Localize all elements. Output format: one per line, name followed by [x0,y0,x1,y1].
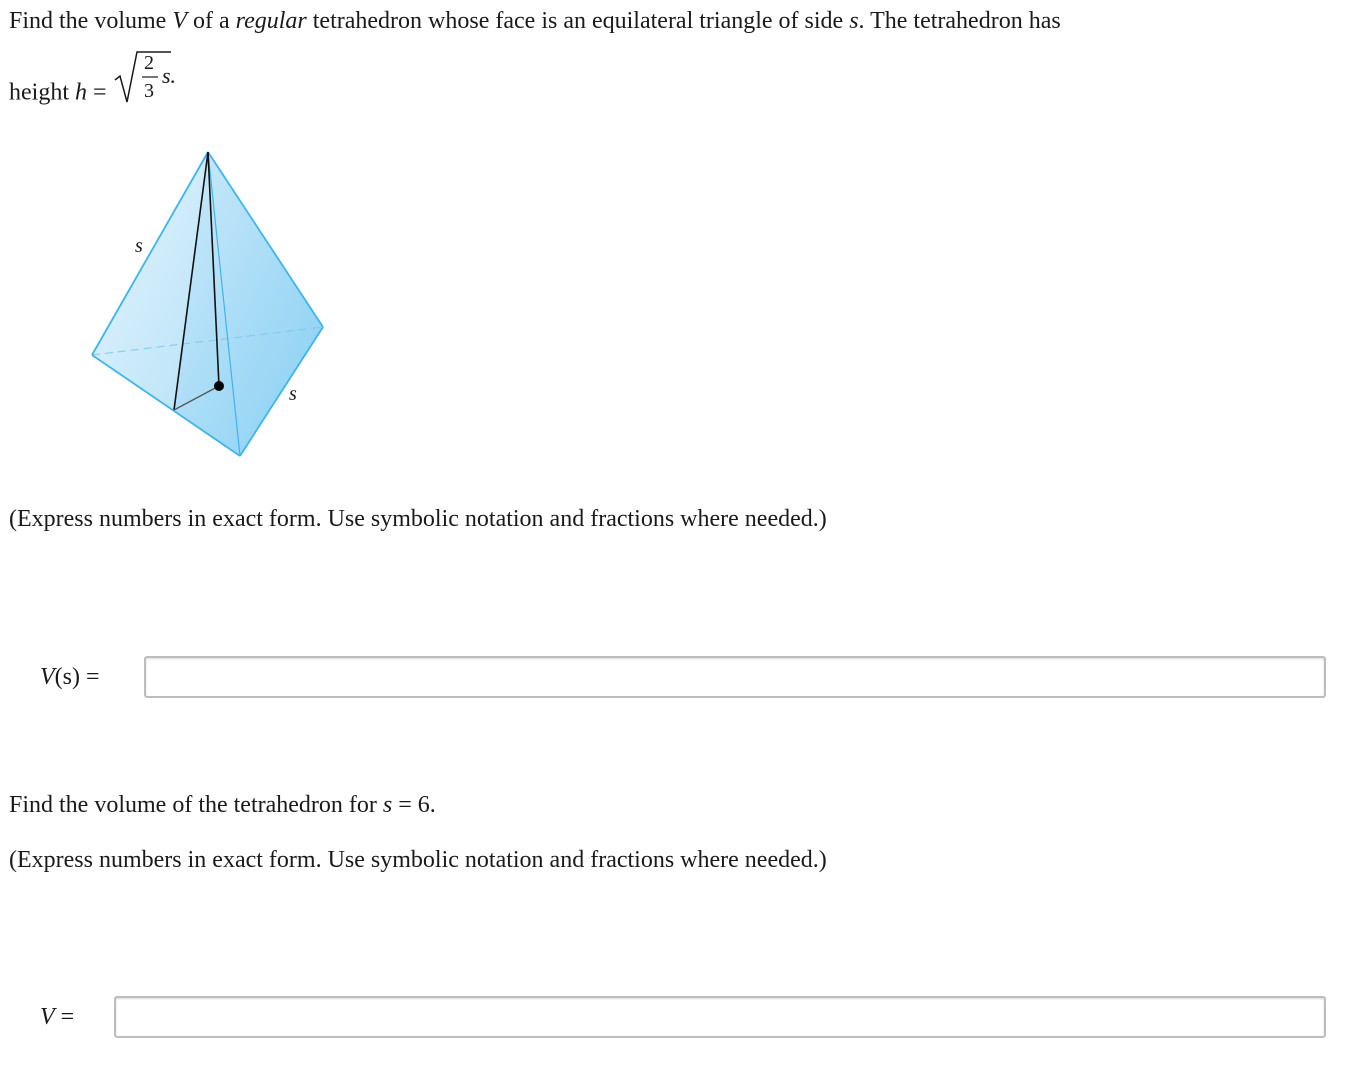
question-intro-line [9,9,1061,33]
fraction-denominator: 3 [143,80,154,102]
label-variable-V: V [40,1004,55,1030]
height-suffix: s. [161,63,176,88]
volume-value-input[interactable] [114,996,1326,1038]
variable-h: h [75,79,87,106]
part2-prompt-value: = 6. [392,792,436,818]
label-equals: = [80,664,100,690]
edge-label-left: s [135,235,143,257]
height-formula-line [9,52,191,124]
variable-V: V [172,8,187,34]
tetrahedron-figure [80,140,340,470]
label-equals-2: = [54,1004,75,1030]
answer-label-V-of-s [40,665,100,689]
volume-formula-input[interactable] [144,656,1326,698]
part2-variable-s: s [382,792,393,818]
base-center-point [214,381,224,391]
part2-prompt [9,793,436,817]
part2-prompt-text: Find the volume of the tetrahedron for [9,792,383,818]
label-argument: (s) [54,664,80,690]
regular-word: regular [235,8,307,34]
fraction-numerator: 2 [143,52,154,74]
instruction-note-2: (Express numbers in exact form. Use symbolic notation and fractions where needed.) [9,847,827,873]
height-prefix: height [9,79,75,106]
intro-text-2: of a [187,8,236,34]
answer-label-V [40,1005,74,1029]
label-function-V: V [40,664,55,690]
intro-text-3: tetrahedron whose face is an equilateral triangle of side [306,8,850,34]
instruction-note-1: (Express numbers in exact form. Use symbolic notation and fractions where needed.) [9,506,827,532]
intro-text-4: . The tetrahedron has [858,8,1061,34]
intro-text-1: Find the volume [9,8,173,34]
sqrt-fraction-expression [113,52,191,124]
edge-label-right: s [289,383,297,405]
height-equals: = [87,79,113,106]
variable-s: s [849,8,859,34]
